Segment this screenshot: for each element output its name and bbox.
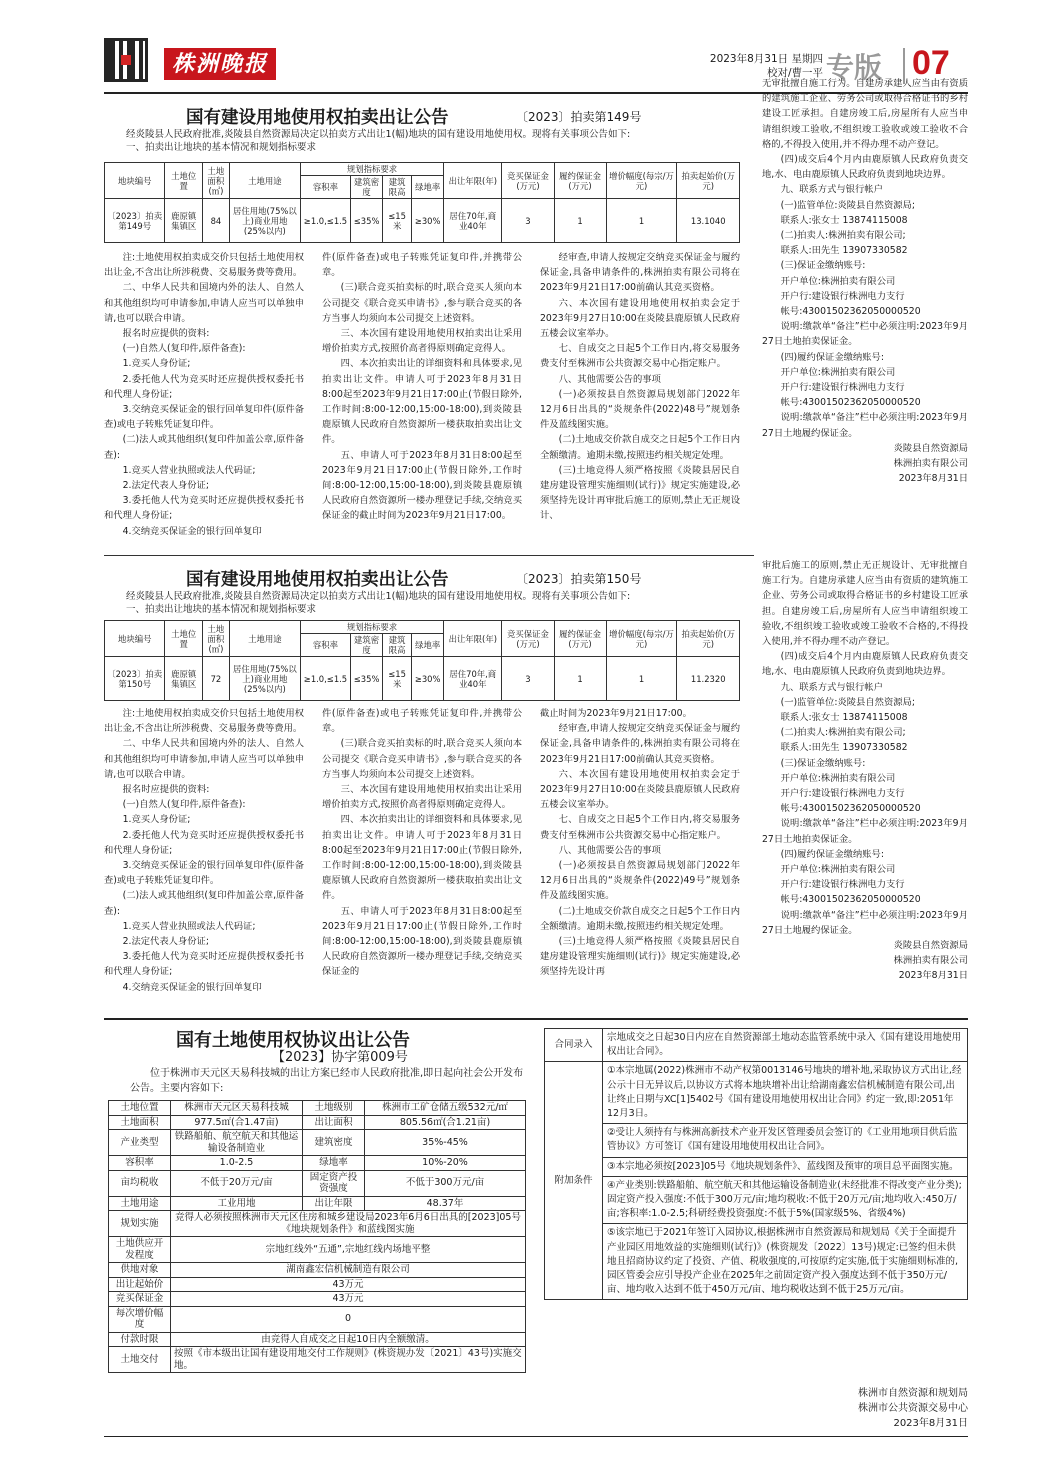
cell-key: 土地供应开发程度 [109,1237,171,1263]
paragraph: (三)联合竞买拍卖标的时,联合竞买人须向本公司提交《联合竞买申请书》,参与联合竞买的各方当事人均须向本公司提交上述资料。 [322,282,522,324]
paragraph: 开户行:建设银行株洲电力支行 [780,290,905,302]
cell-value: 不低于20万元/亩 [171,1170,303,1196]
th-height: 建筑限高 [383,634,412,657]
th-use: 土地用途 [229,163,300,199]
paragraph: 3.交纳竞买保证金的银行回单复印件(原件备查)或电子转账凭证复印件。 [104,860,304,887]
condition-4: ④产业类别:铁路船舶、航空航天和其他运输设备制造业(未经批准不得改变产业分类);固定资产投入强度:不低于300万元/亩;地均税收:不低于20万元/亩;地均收入:450万/亩;容积率:1.0-2.5;科研经费投资强度:不低于5%(国家级5%、省级4%) [603,1176,968,1224]
signature-org-2: 株洲拍卖有限公司 [893,458,968,470]
cell-value: 宗地成交之日起30日内应在自然资源部土地动态监管系统中录入《国有建设用地使用权出让合同》。 [603,1029,968,1062]
td-parcel: 〔2023〕拍卖第149号 [105,199,165,243]
paragraph: (四)履约保证金缴纳账号: [780,351,884,363]
td-start: 13.1040 [677,199,740,243]
paragraph: 1.竞买人营业执照或法人代码证; [122,920,256,932]
paragraph: 五、申请人可于2023年8月31日8:00起至2023年9月21日17:00止(节假日除外,工作时间:8:00-12:00,15:00-18:00),到炎陵县鹿原镇人民政府自然资源所一楼办理登记手续,交纳竞买保证金的 [322,905,522,978]
agreement-table [108,1100,526,1373]
paragraph: 3.委托他人代为竞买时还应提供授权委托书和代理人身份证; [104,951,304,978]
paragraph: 二、中华人民共和国境内外的法人、自然人和其他组织均可申请参加,申请人应当可以单独申请,也可以联合申请。 [104,738,304,780]
qr-code-icon[interactable] [104,38,148,82]
agreement-title: 国有土地使用权协议出让公告 [176,1030,410,1051]
issue-date: 2023年8月31日 星期四 [709,53,823,65]
text-column-2 [322,250,522,524]
text-column-4 [762,76,968,486]
auction-notice-150 [104,560,968,1020]
td-green: ≥30% [412,199,444,243]
paragraph: (一)监管单位:炎陵县自然资源局; [780,199,915,211]
paragraph: 四、本次拍卖出让的详细资料和具体要求,见拍卖出让文件。申请人可于2023年8月31日8:00起至2023年9月21日17:00止(节假日除外,工作时间:8:00-12:00,15:00-18:00),到炎陵县鹿原镇人民政府自然资源所一楼获取拍卖出让文件。 [322,358,522,446]
paragraph: 报名时应提供的资料: [122,328,210,340]
paragraph: 说明:缴款单“备注”栏中必须注明:2023年9月27日土地拍卖保证金。 [762,321,968,348]
paragraph: 开户单位:株洲拍卖有限公司 [780,366,896,378]
paragraph: (一)监管单位:炎陵县自然资源局; [780,696,915,708]
agreement-intro: 位于株洲市天元区天易科技城的出让方案已经市人民政府批准,即日起向社会公开发布公告。主要内容如下: [130,1068,524,1094]
notice-title: 国有建设用地使用权拍卖出让公告 [186,570,449,590]
cell-value: 不低于300万元/亩 [365,1170,526,1196]
notice-title: 国有建设用地使用权拍卖出让公告 [186,108,449,128]
cell-key: 规划实施 [109,1211,171,1237]
td-area: 84 [202,199,229,243]
intro-line: 经炎陵县人民政府批准,炎陵县自然资源局决定以拍卖方式出让1(幅)地块的国有建设用地使用权。现将有关事项公告如下: [126,129,631,140]
signature-date: 2023年8月31日 [893,1418,968,1429]
td-deposit: 3 [502,657,554,701]
paragraph: 说明:缴款单“备注”栏中必须注明:2023年9月27日土地履约保证金。 [762,909,968,936]
paragraph: 九、联系方式与银行帐户 [780,681,883,693]
signature-date: 2023年8月31日 [898,970,968,982]
signature-org-1: 炎陵县自然资源局 [893,442,968,454]
th-area: 土地面积(㎡) [202,621,229,657]
paragraph: (三)土地竞得人须严格按照《炎陵县居民自建房建设管理实施细则(试行)》规定实施建设,必须坚持先设计再审批后施工的原则,禁止无正规设计、 [540,464,740,522]
notice-intro [126,128,766,154]
cell-value: 工业用地 [171,1196,303,1211]
th-far: 容积率 [300,634,350,657]
th-area: 土地面积(㎡) [202,163,229,199]
td-perf: 1 [554,199,606,243]
th-plan: 规划指标要求 [300,163,443,176]
th-density: 建筑密度 [351,176,383,199]
paragraph: 3.交纳竞买保证金的银行回单复印件(原件备查)或电子转账凭证复印件。 [104,404,304,431]
cell-value: 株洲市工矿仓储五级532元/㎡ [365,1101,526,1116]
paragraph: (二)法人或其他组织(复印件加盖公章,原件备查): [104,890,304,917]
text-column-3 [540,250,740,524]
paragraph: 注:土地使用权拍卖成交价只包括土地使用权出让金,不含出让所涉税费、交易服务费等费用。 [104,708,304,735]
paragraph: 开户单位:株洲拍卖有限公司 [780,864,896,876]
paragraph: (一)必须按县自然资源局规划部门2022年12月6日出具的“炎规条件(2022)49号”规划条件及蓝线图实施。 [540,860,740,902]
td-height: ≤15米 [383,199,412,243]
cell-key: 竞买保证金 [109,1292,171,1307]
paragraph: 开户行:建设银行株洲电力支行 [780,879,905,891]
signature-org-1: 株洲市自然资源和规划局 [858,1388,968,1399]
paragraph: 2.委托他人代为竞买时还应提供授权委托书和代理人身份证; [104,373,304,400]
paragraph: 1.竞买人营业执照或法人代码证; [122,464,256,476]
paragraph: 七、自成交之日起5个工作日内,将交易服务费支付至株洲市公共资源交易中心指定账户。 [540,343,740,370]
paragraph: 经审查,申请人按规定交纳竞买保证金与履约保证金,具备申请条件的,株洲拍卖有限公司将在2023年9月21日17:00前确认其竞买资格。 [540,252,740,294]
text-column-3 [540,706,740,980]
paragraph: 八、其他需要公告的事项 [558,373,661,385]
th-far: 容积率 [300,176,350,199]
section-divider [104,1018,968,1020]
td-start: 11.2320 [677,657,740,701]
cell-key: 绿地率 [303,1156,365,1171]
td-deposit: 3 [502,199,554,243]
cell-key: 每次增价幅度 [109,1306,171,1332]
paragraph: 帐号:43001502362050000520 [780,803,921,815]
paragraph: 二、中华人民共和国境内外的法人、自然人和其他组织均可申请参加,申请人应当可以单独申请,也可以联合申请。 [104,282,304,324]
paragraph: 无审批擅自施工行为。自建房承建人应当由有资质的建筑施工企业、劳务公司或取得合格证书的乡村建设工匠承担。自建房竣工后,房屋所有人应当申请组织竣工验收,不组织竣工验收或竣工验收不合格的,不得投入使用,并不得办理不动产登记。 [762,78,968,150]
th-location: 土地位置 [165,163,202,199]
th-green: 绿地率 [412,634,444,657]
signature-org-1: 炎陵县自然资源局 [893,940,968,952]
td-perf: 1 [554,657,606,701]
paragraph: 开户行:建设银行株洲电力支行 [780,788,905,800]
paragraph: (一)自然人(复印件,原件备查): [122,799,246,811]
cell-key: 出让年限 [303,1196,365,1211]
cell-value: 43万元 [171,1292,526,1307]
paragraph: 说明:缴款单“备注”栏中必须注明:2023年9月27日土地拍卖保证金。 [762,818,968,845]
paragraph: 开户单位:株洲拍卖有限公司 [780,772,896,784]
paragraph: 八、其他需要公告的事项 [558,844,661,856]
cell-key: 土地面积 [109,1115,171,1130]
td-far: ≥1.0,≤1.5 [300,657,350,701]
td-term: 居住70年,商业40年 [444,657,502,701]
paragraph: 4.交纳竞买保证金的银行回单复印 [122,981,262,993]
td-density: ≤35% [351,657,383,701]
cell-value: 株洲市天元区天易科技城 [171,1101,303,1116]
signature-org-2: 株洲拍卖有限公司 [893,955,968,967]
td-green: ≥30% [412,657,444,701]
th-green: 绿地率 [412,176,444,199]
paragraph: (四)成交后4个月内由鹿原镇人民政府负责交地,水、电由鹿原镇人民政府负责到地块边界。 [762,154,968,181]
paragraph: 三、本次国有建设用地使用权拍卖出让采用增价拍卖方式,按照价高者得原则确定竞得人。 [322,784,522,811]
th-height: 建筑限高 [383,176,412,199]
agreement-conditions-table [544,1028,968,1300]
paragraph: 审批后施工的原则,禁止无正规设计、无审批擅自施工行为。自建房承建人应当由有资质的建筑施工企业、劳务公司或取得合格证书的乡村建设工匠承担。自建房竣工后,房屋所有人应当申请组织竣工验收,不组织竣工验收或竣工验收不合格的,不得投入使用,并不得办理不动产登记。 [762,560,968,648]
th-deposit: 竞买保证金(万元) [502,163,554,199]
th-parcel: 地块编号 [105,163,165,199]
paragraph: 截止时间为2023年9月21日17:00。 [540,708,692,719]
parcel-table [104,620,740,701]
cell-key: 土地用途 [109,1196,171,1211]
paragraph: 3.委托他人代为竞买时还应提供授权委托书和代理人身份证; [104,495,304,522]
paragraph: 件(原件备查)或电子转账凭证复印件,并携带公章。 [322,708,522,735]
td-height: ≤15米 [383,657,412,701]
paragraph: 五、申请人可于2023年8月31日8:00起至2023年9月21日17:00止(节假日除外,工作时间:8:00-12:00,15:00-18:00),到炎陵县鹿原镇人民政府自然资源所一楼办理登记手续,交纳竞买保证金的截止时间为2023年9月21日17:00。 [322,449,522,522]
text-column-1 [104,250,304,539]
paragraph: 1.竞买人身份证; [122,358,191,370]
cell-value: 1.0-2.5 [171,1156,303,1171]
section-banner: 专版 [826,51,883,84]
paragraph: 2.委托他人代为竞买时还应提供授权委托书和代理人身份证; [104,829,304,856]
td-inc: 1 [606,199,677,243]
td-term: 居住70年,商业40年 [444,199,502,243]
condition-5: ⑤该宗地已于2021年签订入园协议,根据株洲市自然资源局和规划局《关于全面提升产业园区用地效益的实施细则(试行)》(株资规发〔2022〕13号)规定:已签约但未供地且招商协议约定了投资、产值、税收强度的,可按原约定实施,低于实施细则标准的,园区管委会应引导投产企业在2025年之前固定资产投入强度达到不低于350万元/亩、地均收入达到不低于450万元/亩、地均税收达到不低于25万元/亩。 [603,1224,968,1300]
paragraph: 联系人:张女士 13874115008 [780,712,908,724]
paragraph: 报名时应提供的资料: [122,784,210,796]
th-start: 拍卖起始价(万元) [677,163,740,199]
notice-number: 〔2023〕拍卖第150号 [516,572,642,586]
paragraph: 六、本次国有建设用地使用权拍卖会定于2023年9月27日10:00在炎陵县鹿原镇人民政府五楼会议室举办。 [540,768,740,811]
cell-key: 产业类型 [109,1130,171,1156]
notice-number: 〔2023〕拍卖第149号 [516,110,642,124]
td-use: 居住用地(75%以上)商业用地(25%以内) [229,657,300,701]
cell-value: 由竞得人自成交之日起10日内全额缴清。 [171,1332,526,1347]
cell-value: 10%-20% [365,1156,526,1171]
td-location: 鹿原镇集镇区 [165,657,202,701]
paragraph: 开户单位:株洲拍卖有限公司 [780,275,896,287]
paragraph: (二)土地成交价款自成交之日起5个工作日内全额缴清。逾期未缴,按照违约相关规定处理。 [540,905,740,932]
cell-key: 固定资产投资强度 [303,1170,365,1196]
td-area: 72 [202,657,229,701]
paragraph: 注:土地使用权拍卖成交价只包括土地使用权出让金,不含出让所涉税费、交易服务费等费用。 [104,252,304,279]
paragraph: 2.法定代表人身份证; [122,480,209,492]
text-column-2 [322,706,522,980]
paragraph: 1.竞买人身份证; [122,814,191,826]
cell-value: 0 [171,1306,526,1332]
td-inc: 1 [606,657,677,701]
cell-key: 建筑密度 [303,1130,365,1156]
paragraph: 联系人:田先生 13907330582 [780,742,908,754]
cell-key: 合同录入 [545,1029,603,1062]
condition-2: ②受让人须持有与株洲高新技术产业开发区管理委员会签订的《工业用地项目供后监管协议》方可签订《国有建设用地使用权出让合同》。 [603,1124,968,1157]
agreement-signature [800,1386,968,1431]
signature-date: 2023年8月31日 [898,473,968,485]
cell-value: 铁路船舶、航空航天和其他运输设备制造业 [171,1130,303,1156]
cell-key: 土地位置 [109,1101,171,1116]
paragraph: (二)法人或其他组织(复印件加盖公章,原件备查): [104,434,304,461]
paragraph: 经审查,申请人按规定交纳竞买保证金与履约保证金,具备申请条件的,株洲拍卖有限公司将在2023年9月21日17:00前确认其竞买资格。 [540,723,740,765]
editor-credit: 校对/曹一平 [766,67,823,79]
th-plan: 规划指标要求 [300,621,443,634]
paragraph: (二)拍卖人:株洲拍卖有限公司; [780,727,906,739]
condition-3: ③本宗地必须按[2023]05号《地块规划条件》、蓝线图及预审的项目总平面图实施。 [603,1157,968,1176]
th-inc: 增价幅度(每宗/万元) [606,621,677,657]
cell-value: 977.5㎡(合1.47亩) [171,1115,303,1130]
cell-value: 按照《市本级出让国有建设用地交付工作规则》(株资规办发〔2021〕43号)实施交地。 [171,1347,526,1373]
cell-value: 宗地红线外“五通”,宗地红线内场地平整 [171,1237,526,1263]
paragraph: 说明:缴款单“备注”栏中必须注明:2023年9月27日土地履约保证金。 [762,412,968,439]
page-number: 07 [912,44,950,82]
cell-key: 出让起始价 [109,1277,171,1292]
paragraph: 九、联系方式与银行帐户 [780,184,883,196]
paragraph: (三)联合竞买拍卖标的时,联合竞买人须向本公司提交《联合竞买申请书》,参与联合竞买的各方当事人均须向本公司提交上述资料。 [322,738,522,780]
cell-key: 亩均税收 [109,1170,171,1196]
newspaper-logo: 株洲晚报 [164,48,276,80]
td-use: 居住用地(75%以上)商业用地(25%以内) [229,199,300,243]
intro-line: 一、拍卖出让地块的基本情况和规划指标要求 [126,604,317,615]
td-parcel: 〔2023〕拍卖第150号 [105,657,165,701]
paragraph: 4.交纳竞买保证金的银行回单复印 [122,525,262,537]
paragraph: (四)履约保证金缴纳账号: [780,848,884,860]
paragraph: (三)保证金缴纳账号: [780,757,866,769]
td-far: ≥1.0,≤1.5 [300,199,350,243]
cell-value: 竞得人必须按照株洲市天元区住房和城乡建设局2023年6月6日出具的[2023]05号《地块规划条件》和蓝线图实施 [171,1211,526,1237]
cell-key: 土地级别 [303,1101,365,1116]
paragraph: 六、本次国有建设用地使用权拍卖会定于2023年9月27日10:00在炎陵县鹿原镇人民政府五楼会议室举办。 [540,297,740,340]
paragraph: (三)保证金缴纳账号: [780,260,866,272]
paragraph: 帐号:43001502362050000520 [780,306,921,318]
paragraph: 帐号:43001502362050000520 [780,894,921,906]
paragraph: (二)土地成交价款自成交之日起5个工作日内全额缴清。逾期未缴,按照违约相关规定处理。 [540,434,740,461]
auction-notice-149 [104,78,968,558]
notice-intro [126,590,766,616]
paragraph: (一)自然人(复印件,原件备查): [122,343,246,355]
paragraph: 2.法定代表人身份证; [122,936,209,948]
th-location: 土地位置 [165,621,202,657]
paragraph: 七、自成交之日起5个工作日内,将交易服务费支付至株洲市公共资源交易中心指定账户。 [540,814,740,841]
cell-key: 出让面积 [303,1115,365,1130]
footer-rule [104,1436,968,1437]
th-deposit: 竞买保证金(万元) [502,621,554,657]
th-term: 出让年限(年) [444,163,502,199]
th-start: 拍卖起始价(万元) [677,621,740,657]
text-column-1 [104,706,304,995]
cell-key: 土地交付 [109,1347,171,1373]
td-density: ≤35% [351,199,383,243]
th-parcel: 地块编号 [105,621,165,657]
th-inc: 增价幅度(每宗/万元) [606,163,677,199]
parcel-table [104,162,740,243]
paragraph: 帐号:43001502362050000520 [780,397,921,409]
cell-key: 附加条件 [545,1062,603,1300]
th-density: 建筑密度 [351,634,383,657]
paragraph: (一)必须按县自然资源局规划部门2022年12月6日出具的“炎规条件(2022)48号”规划条件及蓝线图实施。 [540,388,740,431]
cell-value: 43万元 [171,1277,526,1292]
paragraph: 件(原件备查)或电子转账凭证复印件,并携带公章。 [322,252,522,279]
paragraph: (二)拍卖人:株洲拍卖有限公司; [780,230,906,242]
th-perf: 履约保证金(万元) [554,621,606,657]
agreement-number: 【2023】协字第009号 [272,1050,408,1065]
cell-value: 35%-45% [365,1130,526,1156]
intro-line: 经炎陵县人民政府批准,炎陵县自然资源局决定以拍卖方式出让1(幅)地块的国有建设用地使用权。现将有关事项公告如下: [126,591,631,602]
paragraph: 开户行:建设银行株洲电力支行 [780,382,905,394]
intro-line: 一、拍卖出让地块的基本情况和规划指标要求 [126,142,317,153]
th-use: 土地用途 [229,621,300,657]
paragraph: 联系人:田先生 13907330582 [780,245,908,257]
section-divider [104,555,754,556]
paragraph: (三)土地竞得人须严格按照《炎陵县居民自建房建设管理实施细则(试行)》规定实施建设,必须坚持先设计再 [540,936,740,978]
paragraph: 联系人:张女士 13874115008 [780,214,908,226]
text-column-4 [762,558,968,984]
th-perf: 履约保证金(万元) [554,163,606,199]
cell-key: 付款时限 [109,1332,171,1347]
paragraph: 四、本次拍卖出让的详细资料和具体要求,见拍卖出让文件。申请人可于2023年8月31日8:00起至2023年9月21日17:00止(节假日除外,工作时间:8:00-12:00,15:00-18:00),到炎陵县鹿原镇人民政府自然资源所一楼获取拍卖出让文件。 [322,814,522,902]
cell-value: 805.56㎡(合1.21亩) [365,1115,526,1130]
signature-org-2: 株洲市公共资源交易中心 [858,1403,968,1414]
th-term: 出让年限(年) [444,621,502,657]
td-location: 鹿原镇集镇区 [165,199,202,243]
cell-value: 湖南鑫宏信机械制造有限公司 [171,1263,526,1278]
cell-value: 48.37年 [365,1196,526,1211]
cell-key: 供地对象 [109,1263,171,1278]
condition-1: ①本宗地属(2022)株洲市不动产权第0013146号地块的增补地,采取协议方式出让,经公示十日无异议后,以协议方式将本地块增补出让给湖南鑫宏信机械制造有限公司,出让终止日期与XC[1]5402号《国有建设用地使用权出让合同》约定一致,即:2051年12月3日。 [603,1062,968,1124]
paragraph: 三、本次国有建设用地使用权拍卖出让采用增价拍卖方式,按照价高者得原则确定竞得人。 [322,328,522,355]
cell-key: 容积率 [109,1156,171,1171]
paragraph: (四)成交后4个月内由鹿原镇人民政府负责交地,水、电由鹿原镇人民政府负责到地块边界。 [762,651,968,678]
